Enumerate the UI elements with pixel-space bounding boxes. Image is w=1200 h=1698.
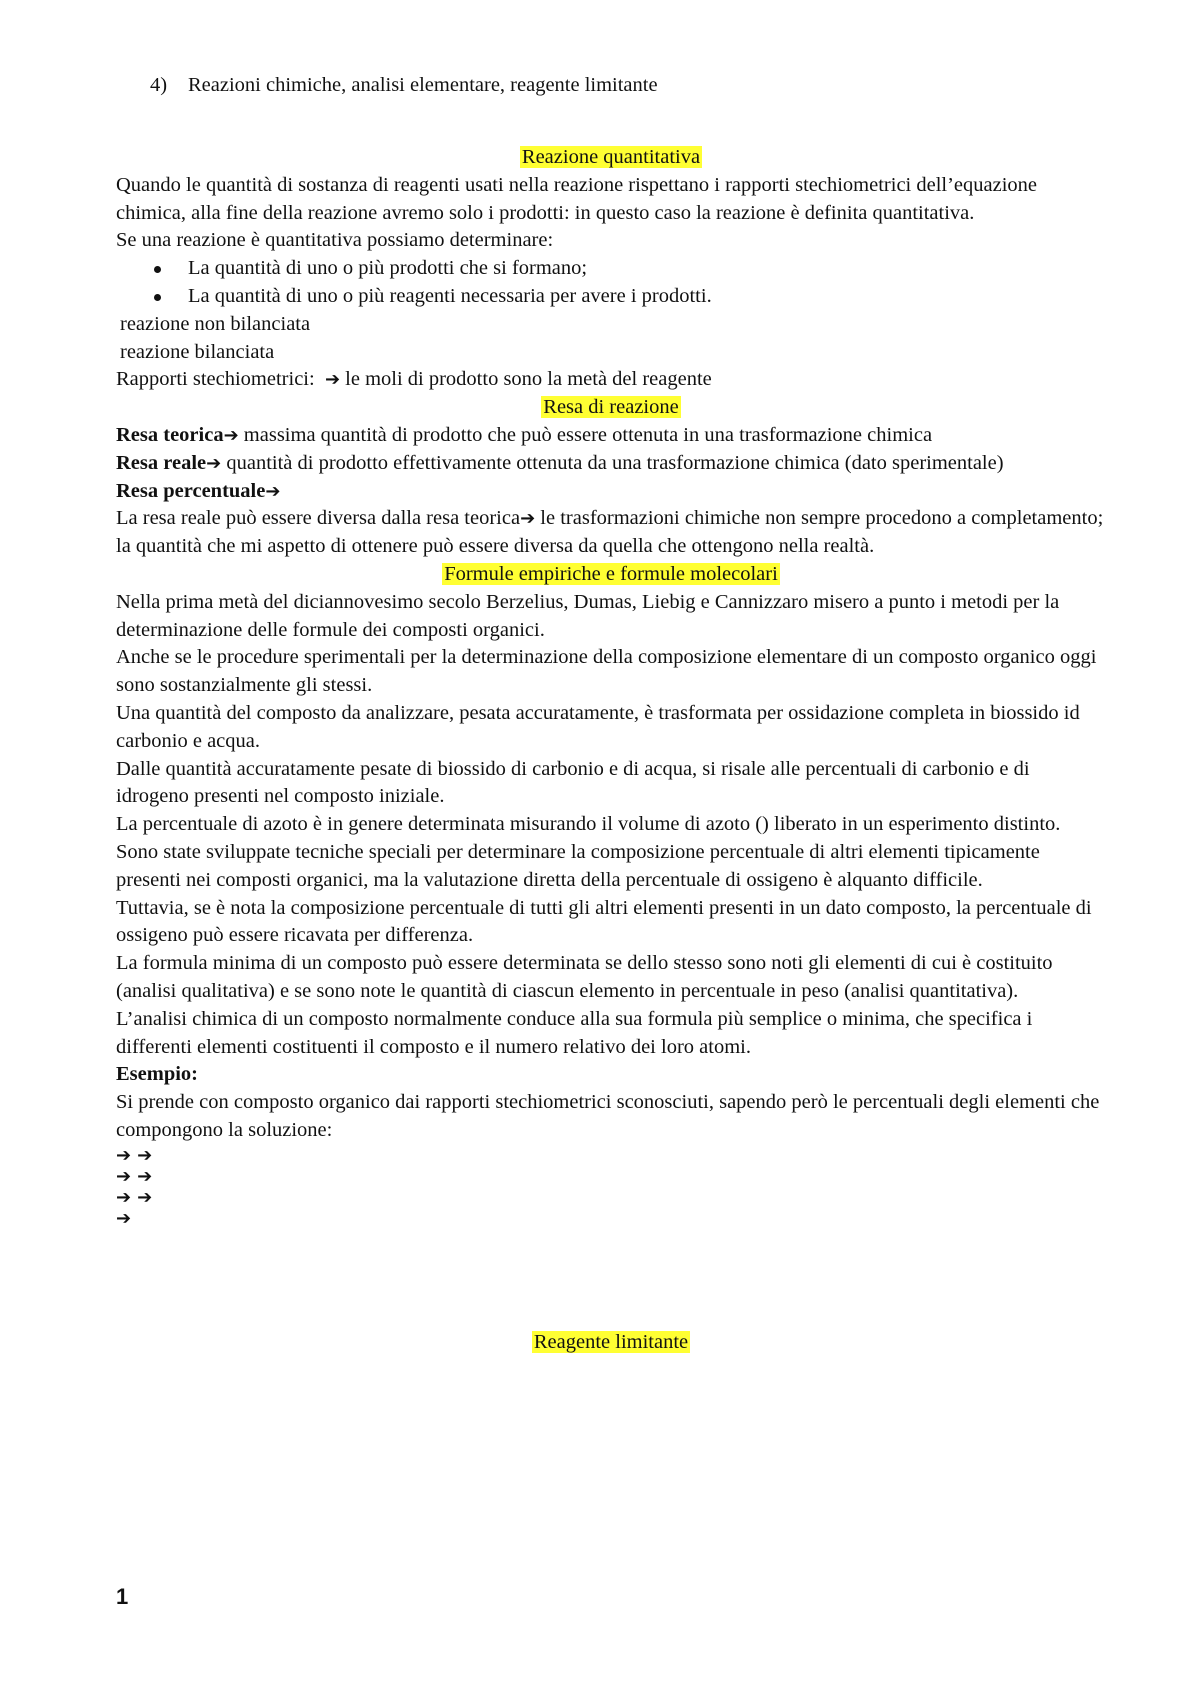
- section-title-limitante: Reagente limitante: [533, 1330, 689, 1353]
- paragraph: Si prende con composto organico dai rapporti stechiometrici sconosciuti, sapendo però le percentuali degli elementi che compongono la soluzione:: [116, 1091, 1100, 1141]
- arrow-icon: ➔: [116, 1186, 132, 1208]
- paragraph: Una quantità del composto da analizzare, pesata accuratamente, è trasformata per ossidazione completa in biossido id carbonio e acqua.: [116, 701, 1080, 752]
- arrow-icon: ➔: [223, 424, 239, 446]
- bullet-item: La quantità di uno o più reagenti necessaria per avere i prodotti.: [116, 283, 1106, 311]
- paragraph: Anche se le procedure sperimentali per la determinazione della composizione elementare di un composto organico oggi sono sostanzialmente gli stessi.: [116, 646, 1097, 697]
- arrow-icon: ➔: [324, 369, 341, 391]
- paragraph: Dalle quantità accuratamente pesate di biossido di carbonio e di acqua, si risale alle percentuali di carbonio e di idrogeno presenti nel composto iniziale.: [116, 757, 1030, 808]
- arrow-icon: ➔: [265, 480, 281, 502]
- esempio-label: Esempio:: [116, 1063, 198, 1086]
- chapter-number: 4): [150, 74, 168, 96]
- paragraph: Se una reazione è quantitativa possiamo determinare:: [116, 229, 554, 252]
- arrow-icon: ➔: [116, 1165, 132, 1187]
- section-title-formule: Formule empiriche e formule molecolari: [444, 562, 778, 585]
- paragraph: La percentuale di azoto è in genere determinata misurando il volume di azoto () liberato in un esperimento distinto.: [116, 813, 1061, 836]
- rapporti-line: Rapporti stechiometrici: ➔ le moli di prodotto sono la metà del reagente: [116, 368, 712, 391]
- paragraph: L’analisi chimica di un composto normalmente conduce alla sua formula più semplice o minima, che specifica i differenti elementi costituenti il composto e il numero relativo dei loro atomi.: [116, 1007, 1033, 1058]
- arrow-icon: ➔: [520, 508, 536, 530]
- paragraph: La resa reale può essere diversa dalla resa teorica➔ le trasformazioni chimiche non sempre procedono a completamento; la quantità che mi aspetto di ottenere può essere diversa da quella che ottengono nella realtà.: [116, 507, 1104, 558]
- chapter-heading: [150, 72, 658, 100]
- arrow-icon: ➔: [206, 452, 222, 474]
- paragraph: Tuttavia, se è nota la composizione percentuale di tutti gli altri elementi presenti in un dato composto, la percentuale di ossigeno può essere ricavata per differenza.: [116, 896, 1092, 947]
- paragraph: Sono state sviluppate tecniche speciali per determinare la composizione percentuale di altri elementi tipicamente presenti nei composti organici, ma la valutazione diretta della percentuale di ossigeno è alquanto difficile.: [116, 840, 1040, 891]
- document-body: [116, 144, 1106, 1356]
- paragraph: Nella prima metà del diciannovesimo secolo Berzelius, Dumas, Liebig e Cannizzaro misero a punto i metodi per la determinazione delle formule dei composti organici.: [116, 590, 1060, 641]
- section-title-resa: Resa di reazione: [543, 396, 679, 419]
- paragraph: La formula minima di un composto può essere determinata se dello stesso sono noti gli elementi di cui è costituito (analisi qualitativa) e se sono note le quantità di ciascun elemento in percentuale in peso (analisi quantitativa).: [116, 952, 1053, 1002]
- page-number: 1: [116, 1584, 129, 1609]
- chapter-title: Reazioni chimiche, analisi elementare, reagente limitante: [188, 74, 658, 96]
- arrow-icon: ➔: [137, 1165, 153, 1187]
- text-line: reazione bilanciata: [120, 340, 275, 363]
- arrow-icon: ➔: [116, 1144, 132, 1166]
- arrow-list: [116, 1145, 1106, 1229]
- bullet-item: La quantità di uno o più prodotti che si formano;: [116, 255, 1106, 283]
- resa-teorica: Resa teorica➔ massima quantità di prodotto che può essere ottenuta in una trasformazione chimica: [116, 423, 933, 446]
- arrow-icon: ➔: [137, 1144, 153, 1166]
- arrow-icon: ➔: [116, 1207, 132, 1229]
- paragraph: Quando le quantità di sostanza di reagenti usati nella reazione rispettano i rapporti stechiometrici dell’equazione chimica, alla fine della reazione avremo solo i prodotti: in questo caso la reazione è definita quantitativa.: [116, 173, 1038, 224]
- arrow-icon: ➔: [137, 1186, 153, 1208]
- text-line: reazione non bilanciata: [120, 312, 311, 335]
- section-title-quantitativa: Reazione quantitativa: [521, 146, 701, 168]
- resa-reale: Resa reale➔ quantità di prodotto effettivamente ottenuta da una trasformazione chimica (dato sperimentale): [116, 451, 1004, 474]
- resa-percentuale: Resa percentuale➔: [116, 479, 281, 502]
